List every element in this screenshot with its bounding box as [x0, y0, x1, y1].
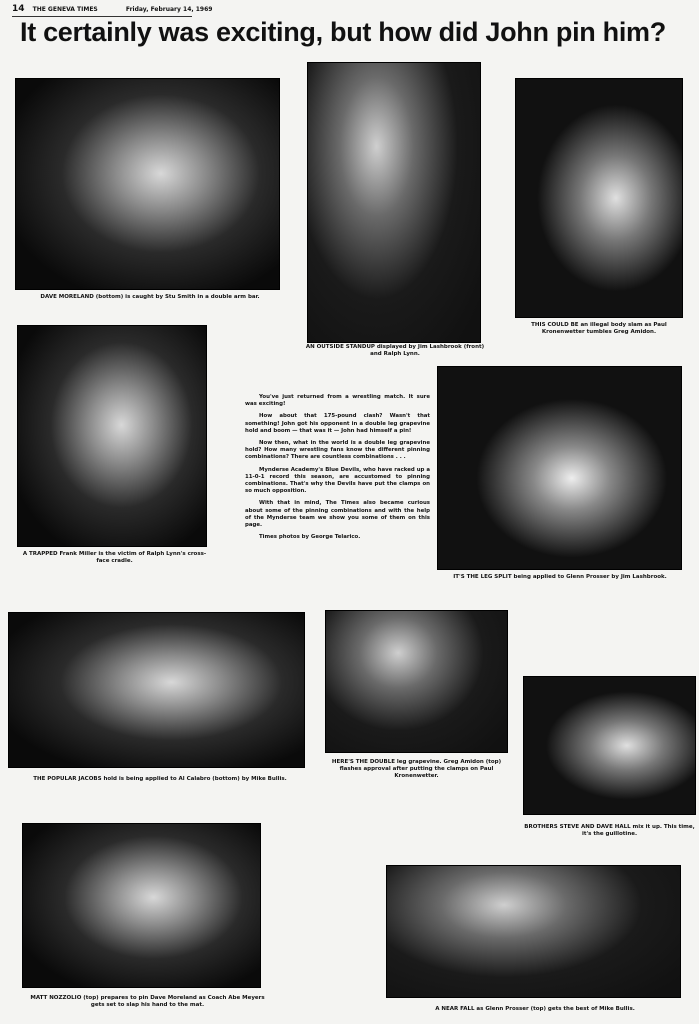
article-paragraph: How about that 175-pound clash? Wasn't that something! John got his opponent in a double leg grapevine hold and boom — that was it — John had himself a pin! — [245, 413, 430, 434]
headline: It certainly was exciting, but how did John pin him? — [20, 17, 666, 47]
article-paragraph: Mynderse Academy's Blue Devils, who have racked up a 11-0-1 record this season, are accustomed to pinning combinations. That's why the Devils have put the clamps on so much opposition. — [245, 466, 430, 495]
paper-name: THE GENEVA TIMES — [32, 6, 98, 13]
caption: A TRAPPED Frank Miller is the victim of Ralph Lynn's cross-face cradle. — [22, 551, 207, 564]
caption: A NEAR FALL as Glenn Prosser (top) gets the best of Mike Bullis. — [435, 1006, 635, 1012]
issue-date: Friday, February 14, 1969 — [125, 6, 213, 13]
photo-leg-split — [437, 366, 682, 570]
caption: HERE'S THE DOUBLE leg grapevine. Greg Amidon (top) flashes approval after putting the clamps on Paul Kronenwetter. — [331, 759, 502, 779]
page-number: 14 — [12, 4, 25, 14]
photo-jacobs-hold — [8, 612, 305, 768]
photo-credit: Times photos by George Telarico. — [259, 534, 361, 541]
photo-outside-standup — [307, 62, 481, 343]
photo-pin-attempt — [22, 823, 261, 988]
article-paragraph: You've just returned from a wrestling match. It sure was exciting! — [245, 394, 430, 408]
article-paragraph: With that in mind, The Times also became curious about some of the pinning combinations and with the help of the Mynderse team we show you some of them on this page. — [245, 500, 430, 529]
article-body — [245, 394, 430, 546]
caption: AN OUTSIDE STANDUP displayed by Jim Lashbrook (front) and Ralph Lynn. — [305, 344, 485, 357]
photo-guillotine — [523, 676, 696, 815]
photo-body-slam — [515, 78, 683, 318]
photo-cross-face-cradle — [17, 325, 207, 547]
caption: THIS COULD BE an illegal body slam as Paul Kronenwetter tumbles Greg Amidon. — [531, 322, 667, 335]
caption: THE POPULAR JACOBS hold is being applied to Al Calabro (bottom) by Mike Bullis. — [33, 776, 287, 782]
article-paragraph: Now then, what in the world is a double leg grapevine hold? How many wrestling fans know the different pinning combinations? There are countless combinations . . . — [245, 440, 430, 461]
photo-near-fall — [386, 865, 681, 998]
caption: BROTHERS STEVE AND DAVE HALL mix it up. This time, it's the guillotine. — [524, 824, 695, 837]
photo-double-leg-grapevine — [325, 610, 508, 753]
photo-double-arm-bar — [15, 78, 280, 290]
caption: MATT NOZZOLIO (top) prepares to pin Dave Moreland as Coach Abe Meyers gets set to slap his hand to the mat. — [30, 995, 265, 1008]
caption: DAVE MORELAND (bottom) is caught by Stu Smith in a double arm bar. — [40, 294, 260, 300]
caption: IT'S THE LEG SPLIT being applied to Glenn Prosser by Jim Lashbrook. — [453, 574, 667, 580]
